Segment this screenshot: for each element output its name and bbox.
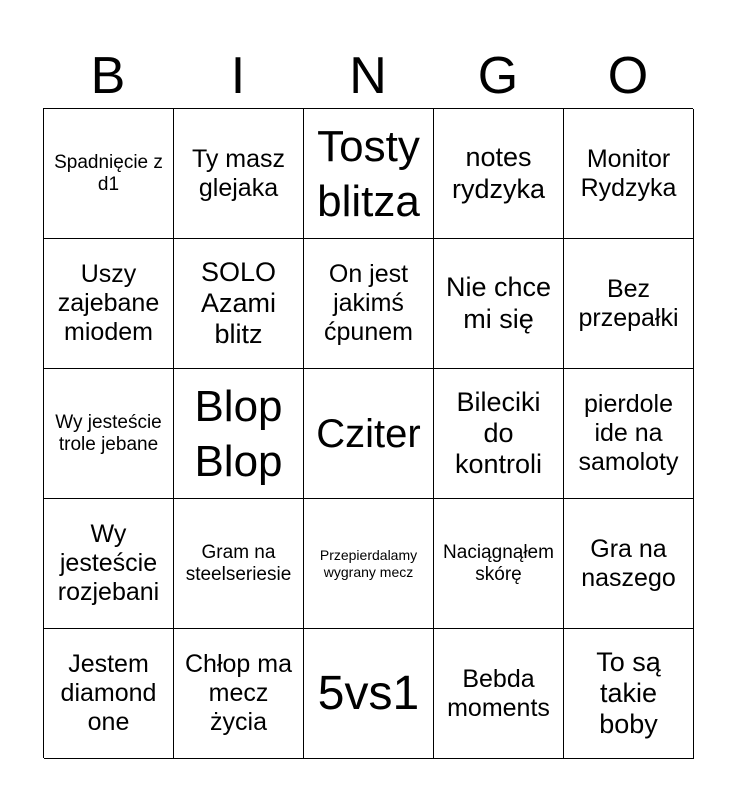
header-letter-g: G [477, 47, 519, 105]
bingo-grid [43, 108, 693, 758]
header-letter-n: N [349, 47, 387, 105]
bingo-cell-text: notes rydzyka [451, 142, 546, 204]
bingo-cell-text: Monitor Rydzyka [580, 144, 677, 202]
bingo-cell-text: Gram na steelseriesie [185, 541, 292, 585]
bingo-cell-text: Gra na naszego [581, 534, 676, 592]
bingo-cell-1-4[interactable] [434, 109, 564, 239]
bingo-cell-3-5[interactable] [564, 369, 694, 499]
bingo-cell-text: On jest jakimś ćpunem [324, 260, 413, 346]
bingo-cell-2-4[interactable] [434, 239, 564, 369]
header-letter-o: O [607, 47, 649, 105]
bingo-cell-text: 5vs1 [317, 666, 420, 720]
header-letter-b: B [90, 47, 126, 105]
bingo-cell-text: SOLO Azami blitz [200, 256, 277, 350]
bingo-cell-text: Nie chce mi się [445, 272, 552, 334]
bingo-header [43, 44, 693, 108]
bingo-cell-text: Chłop ma mecz życia [185, 650, 292, 736]
bingo-cell-text: Spadnięcie z d1 [54, 151, 163, 195]
bingo-cell-5-2[interactable] [174, 629, 304, 759]
bingo-cell-5-4[interactable] [434, 629, 564, 759]
bingo-cell-4-3[interactable] [304, 499, 434, 629]
bingo-cell-5-3[interactable] [304, 629, 434, 759]
bingo-cell-4-4[interactable] [434, 499, 564, 629]
bingo-cell-3-4[interactable] [434, 369, 564, 499]
bingo-cell-text: To są takie boby [596, 646, 661, 740]
bingo-cell-text: pierdole ide na samoloty [578, 390, 679, 476]
bingo-cell-text: Blop Blop [194, 381, 283, 486]
bingo-cell-2-1[interactable] [44, 239, 174, 369]
bingo-cell-1-1[interactable] [44, 109, 174, 239]
bingo-cell-2-5[interactable] [564, 239, 694, 369]
bingo-cell-4-2[interactable] [174, 499, 304, 629]
bingo-cell-text: Jestem diamond one [60, 650, 157, 736]
bingo-cell-2-2[interactable] [174, 239, 304, 369]
bingo-cell-3-3[interactable] [304, 369, 434, 499]
bingo-cell-text: Bileciki do kontroli [454, 386, 543, 480]
bingo-cell-3-2[interactable] [174, 369, 304, 499]
bingo-cell-1-3[interactable] [304, 109, 434, 239]
bingo-cell-text: Ty masz glejaka [191, 144, 286, 202]
bingo-cell-text: Tosty blitza [317, 121, 420, 226]
bingo-cell-text: Bez przepałki [578, 274, 679, 332]
bingo-cell-text: Wy jesteście rozjebani [57, 520, 160, 606]
bingo-cell-5-1[interactable] [44, 629, 174, 759]
bingo-cell-text: Naciągnąłem skórę [443, 541, 554, 585]
bingo-cell-text: Bebda moments [447, 664, 550, 722]
bingo-cell-2-3[interactable] [304, 239, 434, 369]
bingo-cell-3-1[interactable] [44, 369, 174, 499]
bingo-cell-text: Wy jesteście trole jebane [55, 411, 162, 455]
bingo-cell-text: Przepierdalamy wygrany mecz [319, 547, 418, 580]
bingo-cell-text: Cziter [316, 411, 421, 456]
bingo-cell-5-5[interactable] [564, 629, 694, 759]
bingo-cell-1-5[interactable] [564, 109, 694, 239]
bingo-cell-1-2[interactable] [174, 109, 304, 239]
bingo-cell-4-1[interactable] [44, 499, 174, 629]
bingo-cell-text: Uszy zajebane miodem [57, 260, 160, 346]
bingo-cell-4-5[interactable] [564, 499, 694, 629]
header-letter-i: I [230, 47, 246, 105]
